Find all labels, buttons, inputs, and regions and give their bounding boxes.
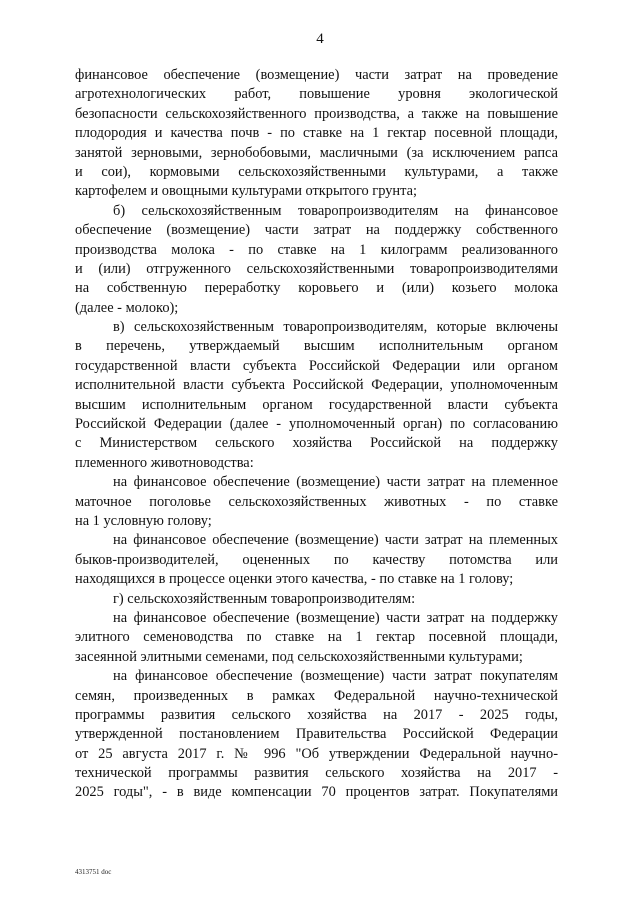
text-line: обеспечение (возмещение) части затрат на поддержку собственного [75, 222, 558, 239]
text-line: и (или) отгруженного сельскохозяйственными товаропроизводителями [75, 260, 558, 277]
text-line: маточное поголовье сельскохозяйственных животных - по ставке [75, 493, 558, 510]
text-line: элитного семеноводства по ставке на 1 гектар посевной площади, [75, 629, 558, 646]
text-line: г) сельскохозяйственным товаропроизводителям: [113, 590, 416, 607]
paragraph [75, 202, 558, 318]
text-line: на собственную переработку коровьего и (или) козьего молока [75, 280, 558, 297]
text-line: с Министерством сельского хозяйства Российской на поддержку [75, 435, 558, 452]
text-line: на финансовое обеспечение (возмещение) части затрат на племенное [113, 474, 558, 491]
text-line: и сои), кормовыми сельскохозяйственными культурами, а также [75, 163, 558, 180]
text-line: (далее - молоко); [75, 299, 179, 316]
text-line: засеянной элитными семенами, под сельскохозяйственными культурами; [75, 648, 523, 665]
text-line: высшим исполнительным органом государственной власти субъекта [75, 396, 558, 413]
text-line: производства молока - по ставке на 1 килограмм реализованного [75, 241, 558, 258]
text-line: занятой зерновыми, зернобобовыми, масличными (за исключением рапса [75, 144, 558, 161]
text-line: на финансовое обеспечение (возмещение) части затрат на племенных [113, 532, 558, 549]
text-line: в) сельскохозяйственным товаропроизводителям, которые включены [113, 319, 558, 336]
text-line: племенного животноводства: [75, 454, 254, 471]
paragraph [75, 531, 558, 589]
text-line: агротехнологических работ, повышение уровня экологической [75, 86, 558, 103]
text-line: Российской Федерации (далее - уполномоченный орган) по согласованию [75, 416, 558, 433]
page-number: 4 [316, 31, 324, 47]
text-line: государственной власти субъекта Российской Федерации или органом [75, 357, 558, 374]
text-line: на финансовое обеспечение (возмещение) части затрат покупателям [113, 668, 558, 685]
text-line: от 25 августа 2017 г. № 996 "Об утверждении Федеральной научно- [75, 745, 558, 762]
text-line: утвержденной постановлением Правительства Российской Федерации [75, 726, 558, 743]
paragraph [75, 66, 558, 202]
paragraph [75, 590, 558, 609]
paragraph [75, 318, 558, 473]
text-line: картофелем и овощными культурами открытого грунта; [75, 183, 417, 200]
text-line: в перечень, утверждаемый высшим исполнительным органом [75, 338, 558, 355]
text-line: семян, произведенных в рамках Федеральной научно-технической [75, 687, 558, 704]
text-line: быков-производителей, оцененных по качеству потомства или [75, 551, 558, 568]
text-line: программы развития сельского хозяйства на 2017 - 2025 годы, [75, 706, 558, 723]
text-line: финансовое обеспечение (возмещение) части затрат на проведение [75, 67, 558, 83]
document-body [75, 66, 558, 803]
text-line: технической программы развития сельского хозяйства на 2017 - [75, 765, 558, 782]
text-line: находящихся в процессе оценки этого качества, - по ставке на 1 голову; [75, 571, 514, 588]
paragraph [75, 473, 558, 531]
text-line: 2025 годы", - в виде компенсации 70 процентов затрат. Покупателями [75, 784, 558, 801]
text-line: исполнительной власти субъекта Российской Федерации, уполномоченным [75, 377, 558, 394]
text-line: на финансовое обеспечение (возмещение) части затрат на поддержку [113, 609, 558, 626]
paragraph [75, 609, 558, 667]
text-line: на 1 условную голову; [75, 512, 212, 529]
text-line: б) сельскохозяйственным товаропроизводителям на финансовое [113, 202, 558, 219]
footer-file-id: 4313751 doc [75, 868, 112, 876]
text-line: безопасности сельскохозяйственного производства, а также на повышение [75, 105, 558, 122]
text-line: плодородия и качества почв - по ставке на 1 гектар посевной площади, [75, 125, 558, 142]
paragraph [75, 667, 558, 803]
